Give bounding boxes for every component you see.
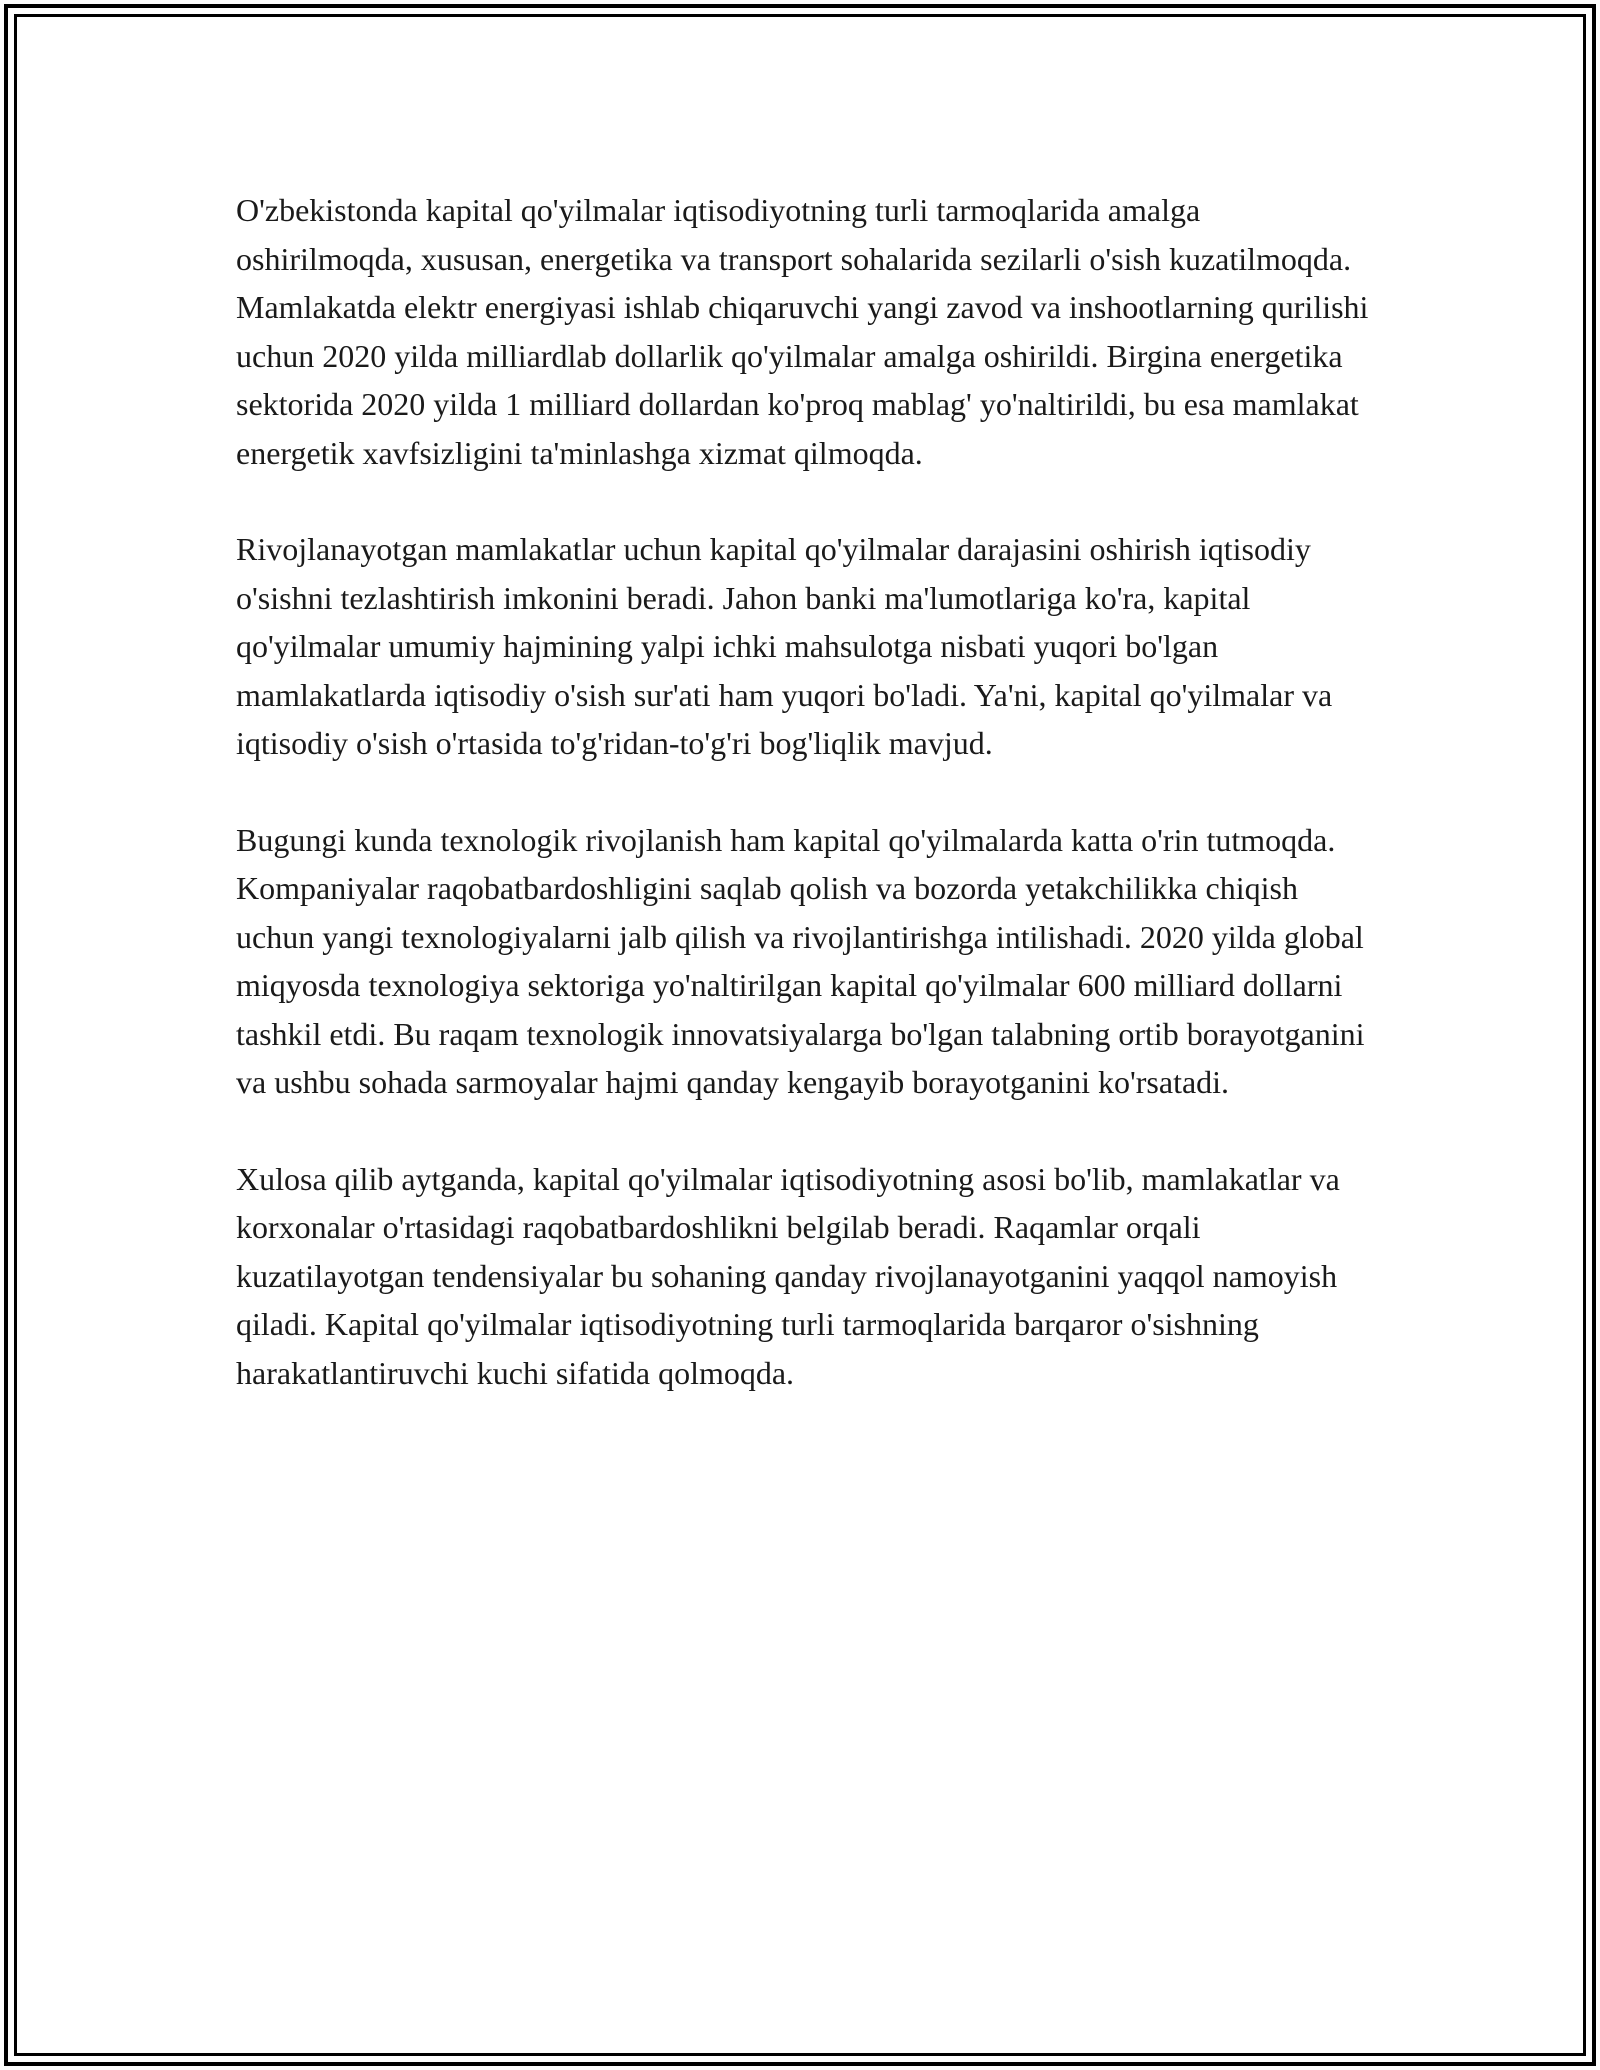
document-body [236, 186, 1376, 1445]
paragraph-1: O'zbekistonda kapital qo'yilmalar iqtisodiyotning turli tarmoqlarida amalga oshirilmoqda, xususan, energetika va transport sohalarida sezilarli o'sish kuzatilmoqda. Mamlakatda elektr energiyasi ishlab chiqaruvchi yangi zavod va inshootlarning qurilishi uchun 2020 yilda milliardlab dollarlik qo'yilmalar amalga oshirildi. Birgina energetika sektorida 2020 yilda 1 milliard dollardan ko'proq mablag' yo'naltirildi, bu esa mamlakat energetik xavfsizligini ta'minlashga xizmat qilmoqda. [236, 192, 1369, 471]
paragraph-3: Bugungi kunda texnologik rivojlanish ham kapital qo'yilmalarda katta o'rin tutmoqda. Kompaniyalar raqobatbardoshligini saqlab qolish va bozorda yetakchilikka chiqish uchun yangi texnologiyalarni jalb qilish va rivojlantirishga intilishadi. 2020 yilda global miqyosda texnologiya sektoriga yo'naltirilgan kapital qo'yilmalar 600 milliard dollarni tashkil etdi. Bu raqam texnologik innovatsiyalarga bo'lgan talabning ortib borayotganini va ushbu sohada sarmoyalar hajmi qanday kengayib borayotganini ko'rsatadi. [236, 821, 1365, 1100]
paragraph-4: Xulosa qilib aytganda, kapital qo'yilmalar iqtisodiyotning asosi bo'lib, mamlakatlar va korxonalar o'rtasidagi raqobatbardoshlikni belgilab beradi. Raqamlar orqali kuzatilayotgan tendensiyalar bu sohaning qanday rivojlanayotganini yaqqol namoyish qiladi. Kapital qo'yilmalar iqtisodiyotning turli tarmoqlarida barqaror o'sishning harakatlantiruvchi kuchi sifatida qolmoqda. [236, 1160, 1340, 1391]
paragraph-2: Rivojlanayotgan mamlakatlar uchun kapital qo'yilmalar darajasini oshirish iqtisodiy o'sishni tezlashtirish imkonini beradi. Jahon banki ma'lumotlariga ko'ra, kapital qo'yilmalar umumiy hajmining yalpi ichki mahsulotga nisbati yuqori bo'lgan mamlakatlarda iqtisodiy o'sish sur'ati ham yuqori bo'ladi. Ya'ni, kapital qo'yilmalar va iqtisodiy o'sish o'rtasida to'g'ridan-to'g'ri bog'liqlik mavjud. [236, 531, 1333, 761]
